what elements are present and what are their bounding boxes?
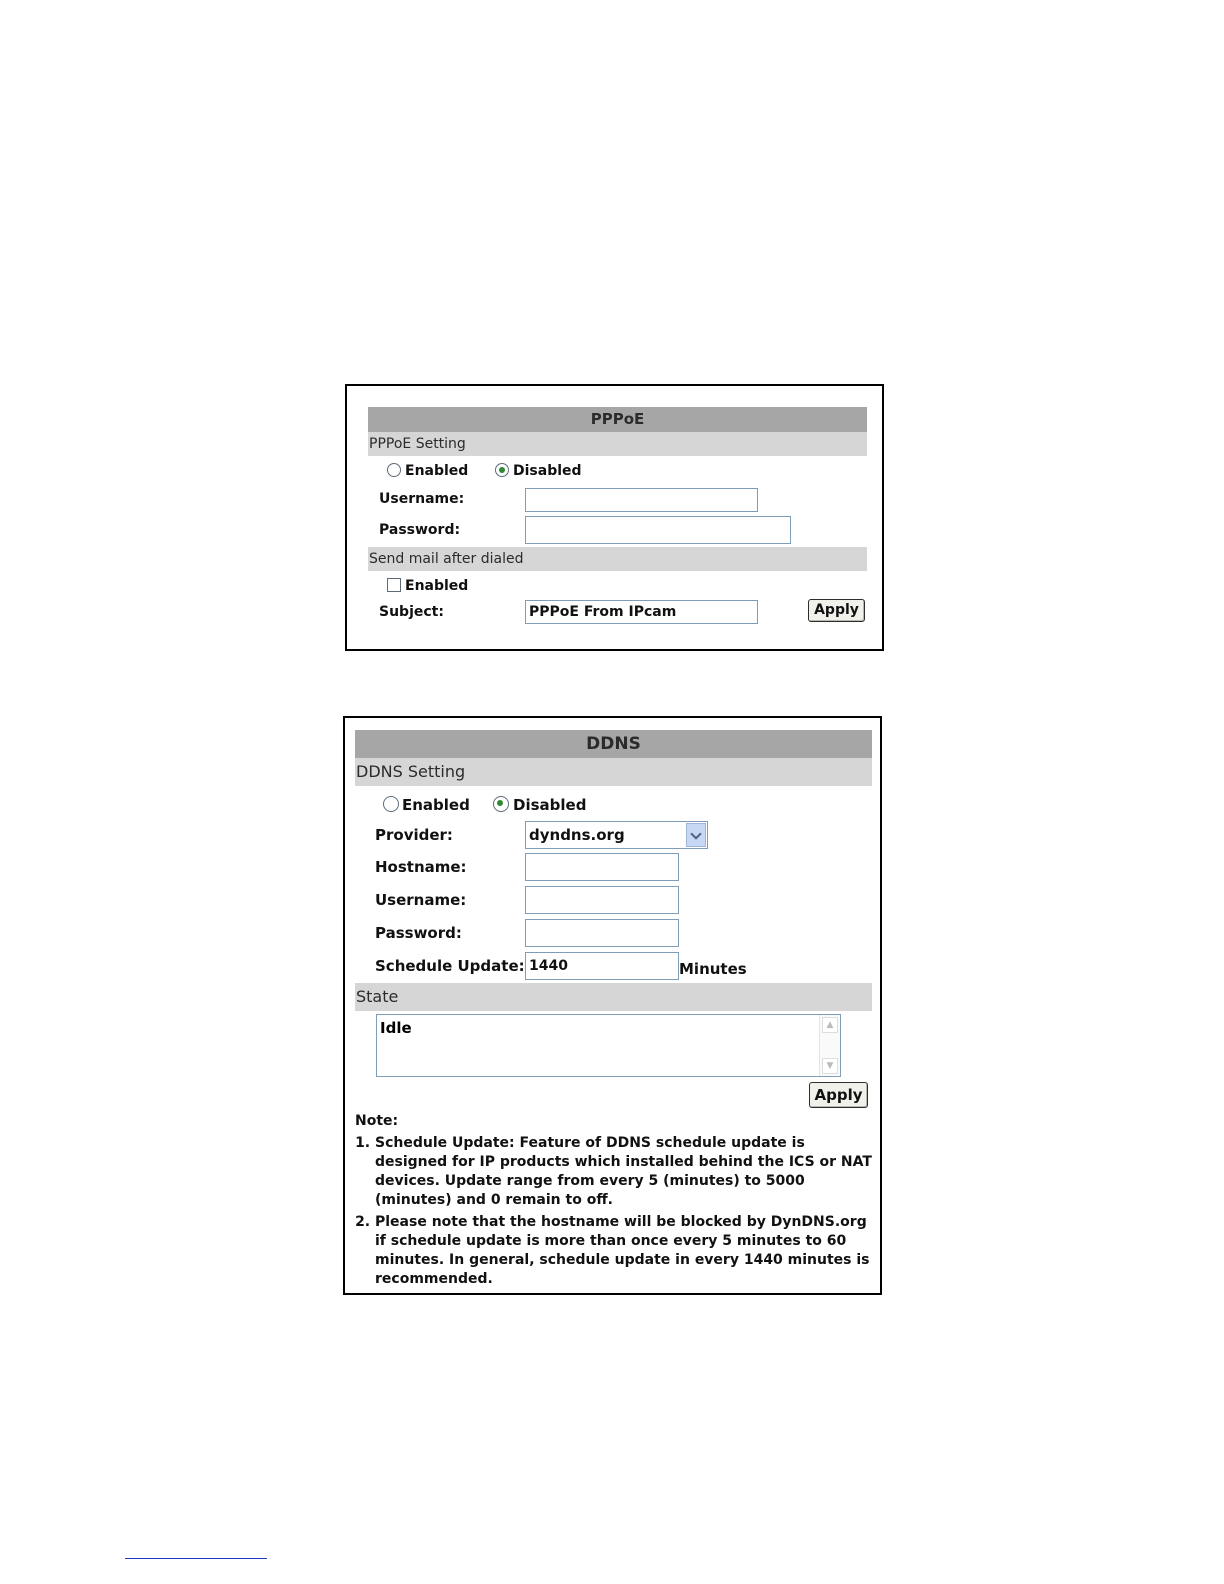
ddns-username-input[interactable] <box>525 886 679 914</box>
ddns-panel <box>343 716 882 1295</box>
note-item: 2. Please note that the hostname will be blocked by DynDNS.org if schedule update is more than once every 5 minutes to 60 minutes. In general, schedule update in every 1440 minutes is recommended. <box>375 1213 875 1289</box>
pppoe-sendmail-header: Send mail after dialed <box>368 547 867 571</box>
note-item: 1. Schedule Update: Feature of DDNS schedule update is designed for IP products which installed behind the ICS or NAT devices. Update range from every 5 (minutes) to 5000 (minutes) and 0 remain to off. <box>375 1134 875 1210</box>
pppoe-password-label: Password: <box>379 522 461 538</box>
note-list <box>355 1134 875 1289</box>
ddns-hostname-label: Hostname: <box>375 858 467 876</box>
pppoe-password-input[interactable] <box>525 516 791 544</box>
ddns-provider-label: Provider: <box>375 826 453 844</box>
ddns-provider-value: dyndns.org <box>529 826 625 844</box>
pppoe-mail-enabled-checkbox[interactable] <box>387 578 401 592</box>
ddns-state-textarea[interactable] <box>376 1014 841 1077</box>
ddns-state-value: Idle <box>380 1019 412 1037</box>
note-title: Note: <box>355 1113 399 1129</box>
pppoe-username-label: Username: <box>379 491 465 507</box>
pppoe-subject-label: Subject: <box>379 604 444 620</box>
footer-divider <box>125 1558 267 1559</box>
ddns-enabled-label: Enabled <box>402 796 470 814</box>
pppoe-subject-input[interactable]: PPPoE From IPcam <box>525 600 758 624</box>
pppoe-username-input[interactable] <box>525 488 758 512</box>
pppoe-disabled-radio[interactable] <box>495 463 509 477</box>
ddns-enabled-radio[interactable] <box>383 796 399 812</box>
chevron-down-icon[interactable] <box>686 823 706 847</box>
ddns-apply-button[interactable]: Apply <box>809 1082 868 1108</box>
pppoe-panel <box>345 384 884 651</box>
state-scrollbar[interactable] <box>819 1015 840 1076</box>
ddns-note <box>355 1112 875 1292</box>
pppoe-title: PPPoE <box>368 407 867 432</box>
pppoe-setting-header: PPPoE Setting <box>368 432 867 456</box>
ddns-provider-select[interactable] <box>525 821 708 849</box>
ddns-password-label: Password: <box>375 924 462 942</box>
pppoe-disabled-label: Disabled <box>513 463 582 479</box>
ddns-state-header: State <box>355 983 872 1011</box>
scroll-down-icon[interactable]: ▼ <box>822 1058 838 1074</box>
ddns-title: DDNS <box>355 730 872 758</box>
pppoe-enabled-radio[interactable] <box>387 463 401 477</box>
pppoe-mail-enabled-label: Enabled <box>405 578 469 594</box>
ddns-disabled-radio[interactable] <box>493 796 509 812</box>
ddns-hostname-input[interactable] <box>525 853 679 881</box>
ddns-password-input[interactable] <box>525 919 679 947</box>
ddns-disabled-label: Disabled <box>513 796 587 814</box>
pppoe-apply-button[interactable]: Apply <box>808 599 865 622</box>
ddns-username-label: Username: <box>375 891 467 909</box>
ddns-schedule-label: Schedule Update: <box>375 957 525 975</box>
pppoe-enabled-label: Enabled <box>405 463 469 479</box>
ddns-schedule-unit: Minutes <box>679 960 747 978</box>
ddns-setting-header: DDNS Setting <box>355 758 872 786</box>
ddns-schedule-input[interactable]: 1440 <box>525 952 679 980</box>
scroll-up-icon[interactable]: ▲ <box>822 1017 838 1033</box>
